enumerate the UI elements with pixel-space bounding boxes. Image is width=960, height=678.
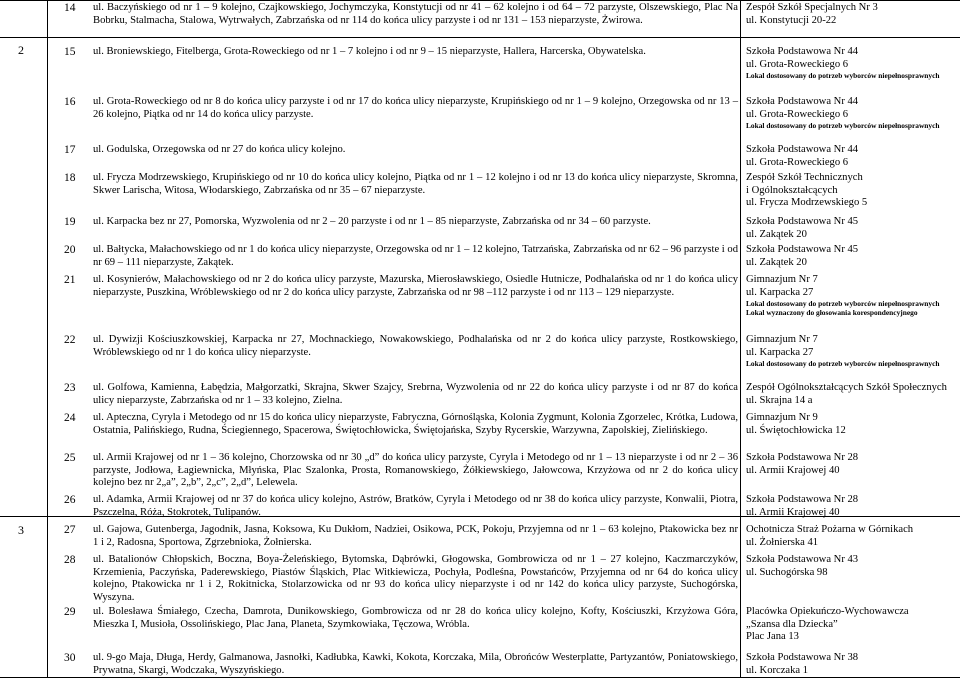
row-number: 24 [64, 412, 76, 424]
column-rule [47, 0, 48, 678]
polling-place-line: ul. Karpacka 27 [746, 346, 814, 358]
polling-place-line: Gimnazjum Nr 7 [746, 274, 818, 285]
polling-place-line: ul. Armii Krajowej 40 [746, 506, 840, 518]
row-number: 15 [64, 46, 76, 58]
polling-place-line: Szkoła Podstawowa Nr 28 [746, 452, 859, 463]
street-list: ul. Frycza Modrzewskiego, Krupińskiego od nr 10 do końca ulicy kolejno, Piątka od nr 1 – 12 kolejno i od nr 13 do końca ulicy nieparzyste, Skromna, Skwer Larischa, Witosa, Włodarskiego, Zabrzańska od nr 35 – 67 nieparzyste. [93, 172, 738, 196]
polling-place-line: Szkoła Podstawowa Nr 44 [746, 144, 859, 155]
row-number: 20 [64, 244, 76, 256]
polling-place [746, 274, 958, 318]
polling-place-line: ul. Karpacka 27 [746, 286, 814, 298]
polling-place-line: ul. Grota-Roweckiego 6 [746, 58, 849, 70]
accessibility-note: Lokal dostosowany do potrzeb wyborców niepełnosprawnych [746, 359, 940, 369]
postal-voting-note: Lokal wyznaczony do głosowania korespondencyjnego [746, 308, 918, 318]
polling-place-line: ul. Świętochłowicka 12 [746, 424, 846, 436]
street-list: ul. Batalionów Chłopskich, Boczna, Boya-Żeleńskiego, Bytomska, Dąbrówki, Głogowska, Gombrowicza od nr 1 – 27 kolejno, Kaczmarczyków, Krzemienia, Paczyńska, Paderewskiego, Piastów Śląskich, Plac Witkiewicza, Pochyła, Podleśna, Powstańców, Przyjemna od nr 64 do końca ulicy kolejno, Ptakowicka nr 1 i 2, Rokitnicka, Stolarzowicka od nr 93 do końca ulicy nieparzyste i od nr 142 do końca ulicy parzyste, Suchogórska, Wyszyna. [93, 554, 738, 603]
row-number: 19 [64, 216, 76, 228]
top-rule [0, 0, 960, 1]
polling-place-line: ul. Żołnierska 41 [746, 536, 819, 548]
polling-place-line: ul. Frycza Modrzewskiego 5 [746, 197, 868, 209]
polling-place-line: Zespół Ogólnokształcących Szkół Społecznych [746, 382, 947, 393]
accessibility-note: Lokal dostosowany do potrzeb wyborców niepełnosprawnych [746, 71, 940, 81]
polling-place-line: Szkoła Podstawowa Nr 38 [746, 652, 859, 663]
district-rule [0, 37, 960, 38]
polling-place-line: ul. Grota-Roweckiego 6 [746, 156, 849, 168]
street-list: ul. Gajowa, Gutenberga, Jagodnik, Jasna, Koksowa, Ku Dukłom, Nadziei, Osikowa, PCK, Pokoju, Przyjemna od nr 1 – 63 kolejno, Ptakowicka bez nr 1 i 2, Radosna, Sportowa, Zgrzebnioka, Żołnierska. [93, 524, 738, 548]
polling-place-line: Plac Jana 13 [746, 631, 799, 643]
polling-place [746, 2, 958, 27]
accessibility-note: Lokal dostosowany do potrzeb wyborców niepełnosprawnych [746, 299, 940, 309]
street-list: ul. Karpacka bez nr 27, Pomorska, Wyzwolenia od nr 2 – 20 parzyste i od nr 1 – 85 nieparzyste, Zabrzańska od nr 34 – 60 parzyste. [93, 216, 651, 227]
polling-place [746, 334, 958, 368]
district-number: 2 [18, 43, 24, 57]
polling-place [746, 382, 958, 407]
polling-place-line: Placówka Opiekuńczo-Wychowawcza [746, 606, 909, 617]
row-number: 23 [64, 382, 76, 394]
polling-place-line: Gimnazjum Nr 7 [746, 334, 818, 345]
polling-place-line: „Szansa dla Dziecka” [746, 618, 838, 630]
street-list: ul. Armii Krajowej od nr 1 – 36 kolejno, Chorzowska od nr 30 „d” do końca ulicy parzyste, Cyryla i Metodego od nr 1 – 13 nieparzyste i od nr 2 – 36 parzyste, Jodłowa, Łagiewnicka, Młyńska, Plac Szalonka, Prosta, Romanowskiego, Żółkiewskiego, Jałowcowa, Krzyżowa od nr 2 do końca ulicy kolejno bez nr 2„a”, 2„b”, 2„c”, 2„d”, Lelewela. [93, 452, 738, 489]
street-list: ul. 9-go Maja, Długa, Herdy, Galmanowa, Jasnołki, Kadłubka, Kawki, Kokota, Korczaka, Mila, Obrońców Westerplatte, Partyzantów, Poniatowskiego, Prywatna, Skargi, Wodczaka, Wyszyńskiego. [93, 652, 738, 676]
row-number: 30 [64, 652, 76, 664]
accessibility-note: Lokal dostosowany do potrzeb wyborców niepełnosprawnych [746, 121, 940, 131]
polling-place [746, 172, 958, 210]
row-number: 25 [64, 452, 76, 464]
row-number: 27 [64, 524, 76, 536]
street-list: ul. Bolesława Śmiałego, Czecha, Damrota, Dunikowskiego, Gombrowicza od nr 28 do końca ulicy kolejno, Kofty, Kościuszki, Krzyżowa Góra, Mieszka I, Musioła, Ossolińskiego, Plac Jana, Planeta, Szymkowiaka, Tęczowa, Wróbla. [93, 606, 738, 630]
row-number: 17 [64, 144, 76, 156]
row-number: 18 [64, 172, 76, 184]
polling-place [746, 524, 958, 549]
column-rule [740, 0, 741, 678]
polling-place-line: Szkoła Podstawowa Nr 28 [746, 494, 859, 505]
row-number: 28 [64, 554, 76, 566]
polling-place-line: ul. Zakątek 20 [746, 256, 807, 268]
polling-place [746, 412, 958, 437]
street-list: ul. Bałtycka, Małachowskiego od nr 1 do końca ulicy nieparzyste, Orzegowska od nr 1 – 12 kolejno, Tatrzańska, Zabrzańska od nr 62 – 96 parzyste i od nr 69 – 111 nieparzyste, Zakątek. [93, 244, 738, 268]
polling-place-line: Szkoła Podstawowa Nr 43 [746, 554, 859, 565]
polling-place-line: ul. Skrajna 14 a [746, 394, 813, 406]
street-list: ul. Grota-Roweckiego od nr 8 do końca ulicy parzyste i od nr 17 do końca ulicy nieparzyste, Krupińskiego od nr 1 – 9 kolejno, Orzegowska od nr 13 – 26 kolejno, Piątka od nr 14 do końca ulicy parzyste. [93, 96, 738, 120]
row-number: 22 [64, 334, 76, 346]
street-list: ul. Dywizji Kościuszkowskiej, Karpacka nr 27, Mochnackiego, Nowakowskiego, Podhalańska od nr 2 do końca ulicy parzyste, Rostkowskiego, Wróblewskiego od nr 1 do końca ulicy nieparzyste. [93, 334, 738, 358]
polling-place-line: ul. Grota-Roweckiego 6 [746, 108, 849, 120]
polling-place [746, 46, 958, 80]
polling-place-line: Szkoła Podstawowa Nr 44 [746, 46, 859, 57]
polling-place [746, 216, 958, 241]
polling-place [746, 244, 958, 269]
polling-place [746, 494, 958, 519]
row-number: 26 [64, 494, 76, 506]
street-list: ul. Apteczna, Cyryla i Metodego od nr 15 do końca ulicy nieparzyste, Fabryczna, Górnośląska, Kolonia Zygmunt, Kolonia Zgorzelec, Krótka, Ludowa, Ostatnia, Palińskiego, Rudna, Ściegiennego, Spacerowa, Świętochłowicka, Świętojańska, Szyby Rycerskie, Warzywna, Zapolskiej, Zielińskiego. [93, 412, 738, 436]
polling-place [746, 96, 958, 130]
polling-place-line: Gimnazjum Nr 9 [746, 412, 818, 423]
polling-place-line: Szkoła Podstawowa Nr 45 [746, 244, 859, 255]
street-list: ul. Kosynierów, Małachowskiego od nr 2 do końca ulicy parzyste, Mazurska, Mierosławskiego, Osiedle Hutnicze, Podhalańska od nr 1 do końca ulicy nieparzyste, Puszkina, Wróblewskiego od nr 2 do końca ulicy parzyste, Zabrzańska od nr 98 –112 parzyste i od nr 113 – 129 nieparzyste. [93, 274, 738, 298]
polling-place-line: Szkoła Podstawowa Nr 45 [746, 216, 859, 227]
street-list: ul. Adamka, Armii Krajowej od nr 37 do końca ulicy kolejno, Astrów, Bratków, Cyryla i Metodego od nr 38 do końca ulicy parzyste, Konwalii, Piotra, Pszczelna, Róża, Stokrotek, Tulipanów. [93, 494, 738, 518]
polling-place-line: i Ogólnokształcących [746, 184, 838, 196]
row-number: 14 [64, 2, 76, 14]
street-list: ul. Baczyńskiego od nr 1 – 9 kolejno, Czajkowskiego, Jochymczyka, Konstytucji od nr 41 – 62 kolejno i od 64 – 72 parzyste, Olszewskiego, Plac Na Bobrku, Stalmacha, Stalowa, Wytrwałych, Zabrzańska od nr 114 do końca ulicy parzyste i od nr 131 – 153 nieparzyste, Żwirowa. [93, 2, 738, 26]
polling-place-line: Zespół Szkół Specjalnych Nr 3 [746, 2, 878, 13]
polling-place [746, 554, 958, 579]
polling-place-line: ul. Korczaka 1 [746, 664, 809, 676]
polling-place [746, 652, 958, 677]
row-number: 29 [64, 606, 76, 618]
polling-place [746, 144, 958, 169]
polling-place-line: Ochotnicza Straż Pożarna w Górnikach [746, 524, 914, 535]
street-list: ul. Godulska, Orzegowska od nr 27 do końca ulicy kolejno. [93, 144, 346, 155]
polling-place-line: ul. Armii Krajowej 40 [746, 464, 840, 476]
street-list: ul. Golfowa, Kamienna, Łabędzia, Małgorzatki, Skrajna, Skwer Szajcy, Srebrna, Wyzwolenia od nr 22 do końca ulicy parzyste i od nr 87 do końca ulicy nieparzyste, Zabrzańska od nr 1 – 33 kolejno, Zielna. [93, 382, 738, 406]
polling-place-line: ul. Suchogórska 98 [746, 566, 828, 578]
polling-place-line: Zespół Szkół Technicznych [746, 172, 863, 183]
polling-place-line: ul. Konstytucji 20-22 [746, 14, 837, 26]
street-list: ul. Broniewskiego, Fitelberga, Grota-Roweckiego od nr 1 – 7 kolejno i od nr 9 – 15 nieparzyste, Hallera, Harcerska, Obywatelska. [93, 46, 646, 57]
district-number: 3 [18, 523, 24, 537]
row-number: 21 [64, 274, 76, 286]
polling-place-line: Szkoła Podstawowa Nr 44 [746, 96, 859, 107]
polling-place-line: ul. Zakątek 20 [746, 228, 807, 240]
polling-place [746, 606, 958, 644]
polling-place [746, 452, 958, 477]
row-number: 16 [64, 96, 76, 108]
